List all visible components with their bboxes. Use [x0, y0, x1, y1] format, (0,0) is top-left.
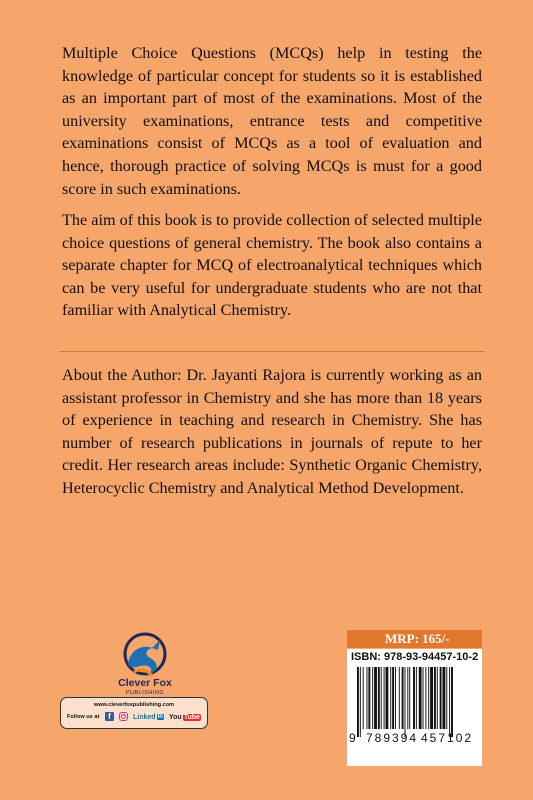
barcode-bar [360, 667, 361, 737]
barcode-bar [430, 667, 433, 729]
barcode-bar [425, 667, 426, 729]
publisher-website: www.cleverfoxpublishing.com [93, 702, 175, 708]
barcode-bar [399, 667, 400, 729]
instagram-icon [119, 712, 128, 721]
barcode-digits-left: 789394 [366, 731, 419, 745]
barcode-digit-first: 9 [349, 731, 356, 745]
author-paragraph: About the Author: Dr. Jayanti Rajora is currently working as an assistant professor in Chemistry and she has more than 18 years of experience in teaching and research in Chemistry. She has number of research publications in journals of repute to her credit. Her research areas include: Synthetic Organic Chemistry, Heterocyclic Chemistry and Analytical Method Development. [62, 366, 482, 497]
follow-label: Follow us at [67, 714, 100, 720]
barcode-bar [416, 667, 417, 729]
publisher-name: Clever Fox [118, 677, 172, 689]
publisher-contact-box [60, 697, 208, 729]
barcode-bar [434, 667, 436, 729]
barcode-bar [451, 667, 453, 737]
barcode-bar [407, 667, 408, 729]
barcode-bar [363, 667, 364, 729]
barcode-bar [372, 667, 373, 729]
section-divider [60, 351, 484, 352]
barcode-bar [392, 667, 394, 729]
isbn-label: ISBN: 978-93-94457-10-2 [351, 651, 479, 663]
barcode-bar [449, 667, 450, 737]
barcode-bar [386, 667, 389, 729]
barcode-bar [402, 667, 404, 729]
barcode-bar [405, 667, 406, 737]
youtube-icon: You Tube [169, 713, 200, 721]
mrp-price: MRP: 165/- [347, 630, 482, 648]
barcode-bar [413, 667, 415, 729]
intro-paragraph: Multiple Choice Questions (MCQs) help in testing the knowledge of particular concept for students so it is established as an important part of most of the examinations. Most of the university examinations, entrance tests and competitive examinations consist of MCQs as a tool of evaluation and hence, thorough practice of solving MCQs is must for a good score in such examinations. [62, 44, 482, 198]
barcode-bar [374, 667, 377, 729]
aim-paragraph: The aim of this book is to provide collection of selected multiple choice questions of general chemistry. The book also contains a separate chapter for MCQ of electroanalytical techniques which can be very useful for undergraduate students who are not that familiar with Analytical Chemistry. [62, 211, 482, 320]
barcode-bar [423, 667, 424, 729]
linkedin-icon: Linked in [133, 713, 163, 721]
barcode-bar [409, 667, 410, 729]
barcode-bar [419, 667, 422, 729]
barcode-bar [437, 667, 438, 729]
barcode-bar [367, 667, 368, 729]
barcode-bar [368, 667, 370, 729]
isbn-barcode-box [347, 649, 482, 766]
barcode-digits-right: 457102 [421, 731, 474, 745]
barcode-bar [446, 667, 447, 729]
barcode-bar [381, 667, 382, 729]
barcode-bar [443, 667, 446, 729]
publisher-tagline: PUBLISHING [125, 690, 165, 696]
barcode [355, 667, 475, 737]
facebook-icon: f [105, 712, 114, 721]
barcode-bar [440, 667, 442, 729]
barcode-bar [384, 667, 385, 729]
barcode-bar [395, 667, 396, 729]
barcode-bar [378, 667, 380, 729]
barcode-bar [357, 667, 359, 737]
barcode-bar [390, 667, 391, 729]
barcode-bar [428, 667, 429, 729]
